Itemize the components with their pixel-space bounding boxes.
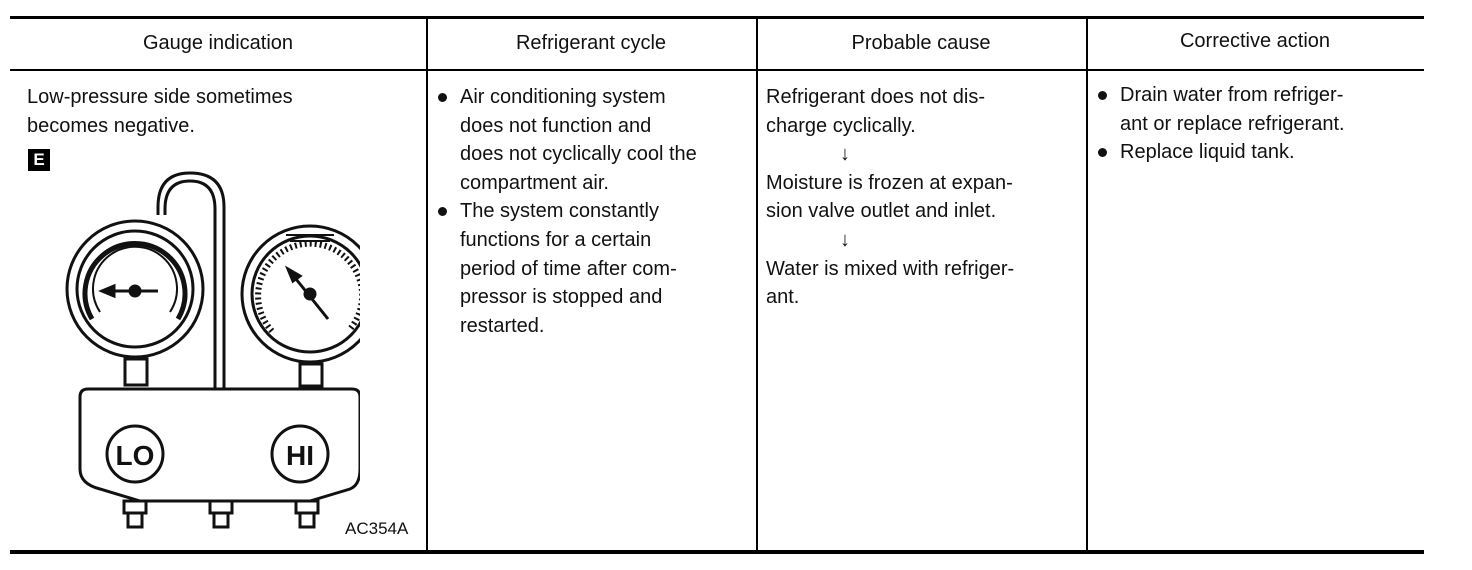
cause-line: Moisture is frozen at expan- [766,171,1013,194]
down-arrow-icon: ↓ [840,143,850,166]
cause-line: Refrigerant does not dis- [766,86,986,108]
cycle-line: The system constantly [460,200,659,223]
gauge-text-line: Low-pressure side sometimes [27,86,293,108]
cycle-line: compartment air. [460,171,609,194]
header-corrective-action: Corrective action [1179,30,1331,52]
action-line: Drain water from refriger- [1120,84,1344,106]
probable-cause-cell [766,83,1084,312]
action-bullet-item [1096,138,1422,167]
diagnosis-table [10,16,1424,554]
cycle-bullet-item [436,197,756,340]
column-divider-3 [1086,19,1088,550]
column-divider-1 [426,19,428,550]
figure-code: AC354A [345,519,409,538]
cycle-line: Air conditioning system [460,86,666,108]
refrigerant-cycle-cell [436,83,756,340]
gauge-indication-text [27,83,417,140]
cycle-bullet-item [436,83,756,197]
header-divider [10,69,1424,71]
cycle-line: does not cyclically cool the [460,143,697,166]
e-badge-icon: E [28,149,50,171]
header-probable-cause: Probable cause [851,32,991,54]
cycle-line: restarted. [460,314,545,337]
manifold-gauge-illustration [60,169,360,529]
down-arrow-icon: ↓ [840,228,850,251]
cause-line: sion valve outlet and inlet. [766,200,997,223]
cycle-line: period of time after com- [460,257,677,280]
cause-line: charge cyclically. [766,114,916,137]
action-bullet-item [1096,81,1422,138]
hi-label: HI [286,440,314,471]
cause-line: ant. [766,286,800,309]
header-refrigerant-cycle: Refrigerant cycle [515,32,667,54]
corrective-action-cell [1096,81,1422,167]
cycle-line: pressor is stopped and [460,286,663,309]
cycle-line: does not function and [460,114,652,137]
header-gauge-indication: Gauge indication [142,32,294,54]
gauge-text-line: becomes negative. [27,114,195,137]
action-line: ant or replace refrigerant. [1120,112,1345,135]
cause-line: Water is mixed with refriger- [766,257,1015,280]
lo-label: LO [115,440,155,471]
column-divider-2 [756,19,758,550]
cycle-line: functions for a certain [460,228,652,251]
action-line: Replace liquid tank. [1120,141,1295,164]
